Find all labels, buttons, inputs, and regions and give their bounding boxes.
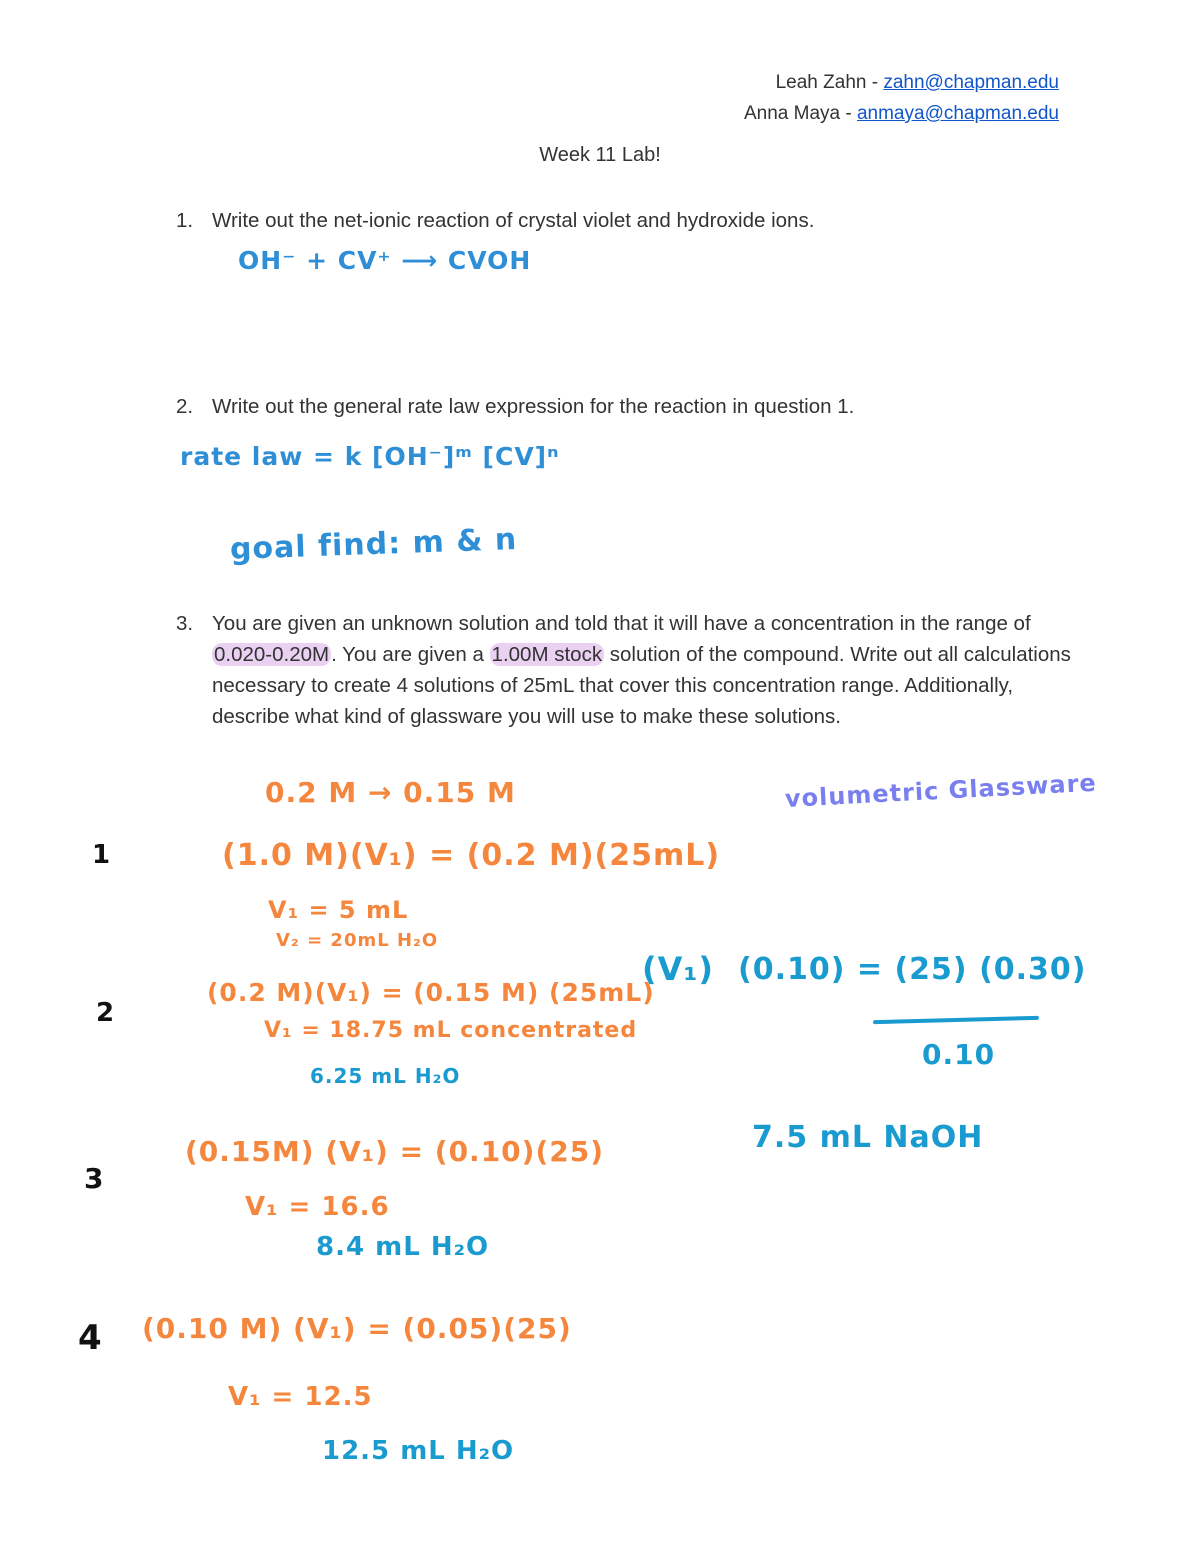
author-name: Anna Maya - — [743, 103, 857, 124]
question-number: 2. — [176, 395, 194, 418]
question-text: You are given an unknown solution and told that it will have a concentration in the range of 0.020-0.20M. You are given a 1.00M stock solution of the compound. Write out all calculations necessary to create 4 solutions of 25mL that cover this concentration range. Additionally, describe what kind of glassware you will use to make these solutions. — [212, 612, 1071, 728]
naoh-denominator: 0.10 — [922, 1038, 996, 1071]
handwritten-rate-law: rate law = k [OH⁻]ᵐ [CV]ⁿ — [180, 442, 560, 471]
sol3-v1: V₁ = 16.6 — [245, 1192, 390, 1222]
author-line-1 — [776, 72, 1059, 94]
sol2-equation: (0.2 M)(V₁) = (0.15 M) (25mL) — [207, 978, 655, 1007]
question-1 — [176, 205, 1076, 236]
sol3-equation: (0.15M) (V₁) = (0.10)(25) — [185, 1135, 605, 1168]
sol1-v1: V₁ = 5 mL — [268, 896, 409, 924]
highlight-stock: 1.00M stock — [491, 643, 603, 666]
sol2-v1: V₁ = 18.75 mL concentrated — [264, 1018, 638, 1043]
naoh-equation: (0.10) = (25) (0.30) — [738, 952, 1087, 987]
naoh-result: 7.5 mL NaOH — [752, 1120, 984, 1155]
handwritten-goal: goal find: m & n — [229, 521, 518, 567]
sol4-v1: V₁ = 12.5 — [228, 1382, 373, 1412]
sol4-water: 12.5 mL H₂O — [322, 1436, 515, 1466]
question-number: 3. — [176, 612, 194, 635]
handwritten-range: 0.2 M → 0.15 M — [265, 776, 516, 809]
sol1-v2: V₂ = 20mL H₂O — [276, 930, 439, 951]
question-number: 1. — [176, 209, 194, 232]
author-email-link[interactable]: anmaya@chapman.edu — [856, 103, 1059, 124]
author-line-2 — [744, 103, 1059, 125]
solution-label-2: 2 — [96, 998, 116, 1028]
solution-label-4: 4 — [78, 1318, 103, 1358]
naoh-v1-label: (V₁) — [642, 950, 715, 988]
question-text: Write out the net-ionic reaction of crystal violet and hydroxide ions. — [212, 209, 815, 232]
fraction-bar — [873, 1016, 1039, 1024]
sol4-equation: (0.10 M) (V₁) = (0.05)(25) — [142, 1312, 572, 1345]
author-email-link[interactable]: zahn@chapman.edu — [883, 72, 1059, 93]
question-3 — [176, 608, 1076, 763]
solution-label-1: 1 — [92, 840, 112, 870]
handwritten-q1-answer: OH⁻ + CV⁺ ⟶ CVOH — [238, 246, 532, 275]
sol1-equation: (1.0 M)(V₁) = (0.2 M)(25mL) — [222, 838, 721, 873]
question-2 — [176, 391, 1076, 422]
question-text: Write out the general rate law expression for the reaction in question 1. — [212, 395, 855, 418]
sol2-water: 6.25 mL H₂O — [310, 1064, 461, 1088]
solution-label-3: 3 — [84, 1162, 105, 1195]
highlight-range: 0.020-0.20M — [214, 643, 330, 666]
handwritten-glassware: volumetric Glassware — [784, 768, 1098, 813]
page-title: Week 11 Lab! — [539, 144, 661, 166]
author-name: Leah Zahn - — [775, 72, 884, 93]
sol3-water: 8.4 mL H₂O — [316, 1232, 490, 1262]
